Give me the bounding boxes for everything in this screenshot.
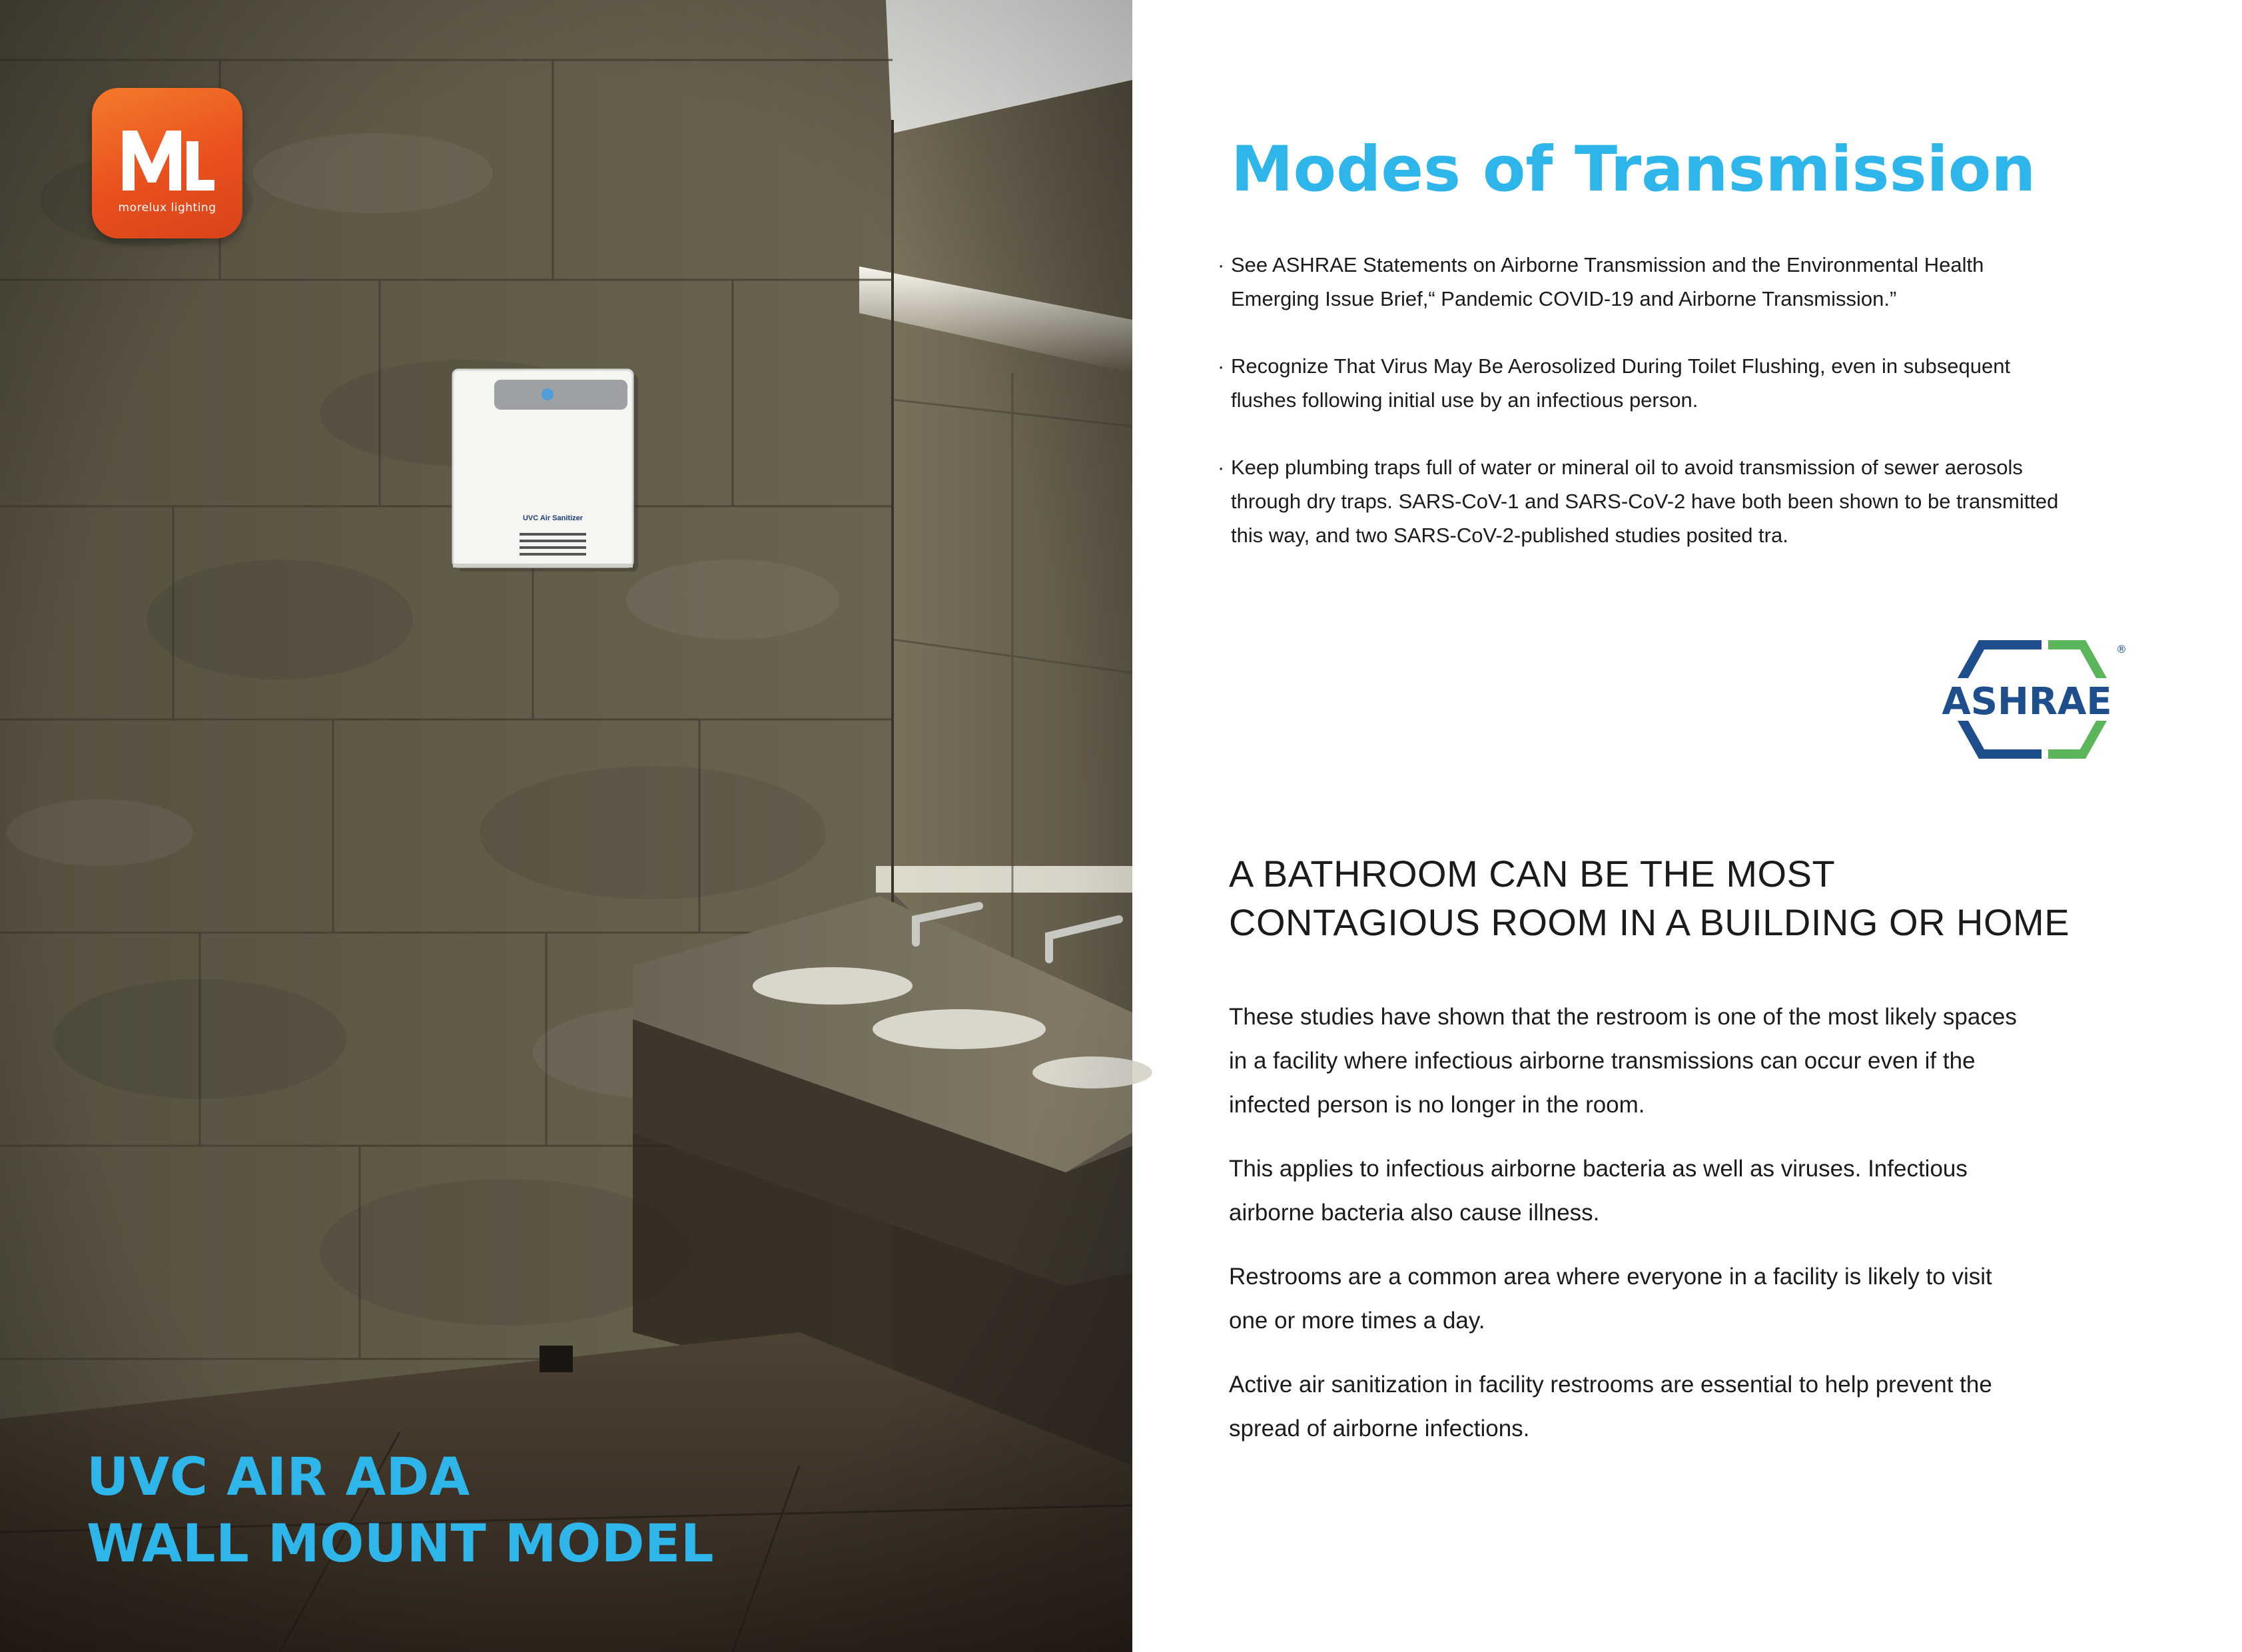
bullet-marker: · [1218,354,1225,378]
bullet-line: See ASHRAE Statements on Airborne Transmission and the Environmental Health [1231,253,1984,276]
paragraph-line: infected person is no longer in the room. [1229,1092,1645,1118]
bullet-marker: · [1218,456,1225,479]
paragraph-line: spread of airborne infections. [1229,1416,1530,1442]
bullet-item [1218,450,2183,552]
ashrae-logo [1942,639,2127,759]
paragraph-line: These studies have shown that the restroom is one of the most likely spaces [1229,1004,2017,1030]
paragraph-line: one or more times a day. [1229,1308,1485,1334]
bullet-line: Keep plumbing traps full of water or mineral oil to avoid transmission of sewer aerosols [1231,456,2023,479]
model-title-line-1: UVC AIR ADA [87,1447,470,1507]
bullet-line: Recognize That Virus May Be Aerosolized During Toilet Flushing, even in subsequent [1231,354,2011,378]
paragraph-line: Active air sanitization in facility restrooms are essential to help prevent the [1229,1372,1992,1398]
paragraph [1229,1255,2195,1343]
paragraph-line: airborne bacteria also cause illness. [1229,1200,1600,1226]
ashrae-registered-mark: ® [2116,643,2127,655]
morelux-logo [92,88,242,238]
paragraph [1229,1363,2195,1451]
subheading-line-2: CONTAGIOUS ROOM IN A BUILDING OR HOME [1229,901,2070,943]
transmission-bullets [1218,248,2183,586]
bathroom-subheading [1229,849,2195,947]
device-label: UVC Air Sanitizer [522,514,583,522]
bullet-item [1218,248,2183,316]
subheading-line-1: A BATHROOM CAN BE THE MOST [1229,853,1836,895]
bullet-line: flushes following initial use by an infectious person. [1231,388,1698,412]
paragraph-line: Restrooms are a common area where everyone in a facility is likely to visit [1229,1264,1992,1290]
bullet-line: Emerging Issue Brief,“ Pandemic COVID-19 and Airborne Transmission.” [1231,287,1897,310]
ashrae-logo-text: ASHRAE [1942,680,2112,723]
paragraph [1229,995,2195,1127]
model-title-line-2: WALL MOUNT MODEL [87,1514,715,1574]
paragraph [1229,1147,2195,1235]
paragraph-line: in a facility where infectious airborne transmissions can occur even if the [1229,1048,1976,1074]
bullet-marker: · [1218,253,1225,276]
bathroom-paragraphs [1229,995,2195,1471]
model-title [87,1444,1019,1577]
bullet-item [1218,349,2183,417]
bullet-line: this way, and two SARS-CoV-2-published studies posited tra. [1231,524,1788,547]
page-title: Modes of Transmission [1231,133,2036,206]
logo-brand-text: morelux lighting [118,201,216,214]
ml-logo-mark [117,123,217,196]
bullet-line: through dry traps. SARS-CoV-1 and SARS-CoV-2 have both been shown to be transmitted [1231,490,2059,513]
paragraph-line: This applies to infectious airborne bacteria as well as viruses. Infectious [1229,1156,1968,1182]
